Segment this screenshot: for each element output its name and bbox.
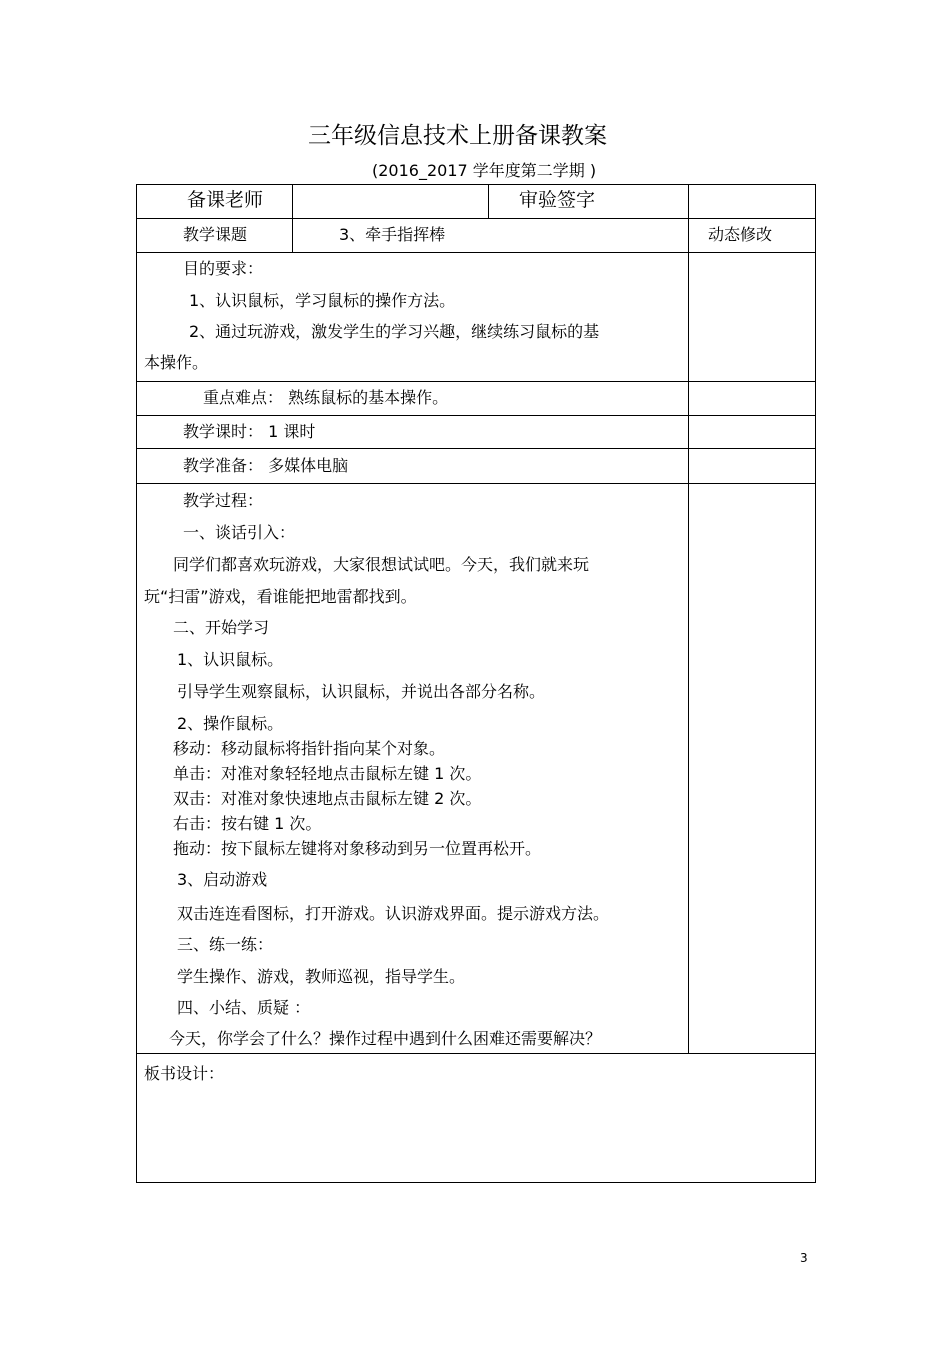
preparation-row bbox=[137, 449, 816, 484]
process-line: 二、开始学习 bbox=[173, 618, 270, 637]
teaching-hours: 教学课时： 1 课时 bbox=[183, 422, 316, 441]
teacher-label-cell bbox=[137, 185, 293, 219]
process-line: 一、谈话引入： bbox=[183, 523, 296, 542]
process-line: 四、小结、质疑 ： bbox=[177, 998, 311, 1017]
teacher-label: 备课老师 bbox=[187, 189, 264, 211]
revision-cell bbox=[689, 382, 816, 416]
topic-label: 教学课题 bbox=[183, 225, 248, 244]
teacher-value-cell bbox=[293, 185, 489, 219]
teaching-preparation: 教学准备： 多媒体电脑 bbox=[183, 456, 349, 475]
objective-item: 1、认识鼠标，学习鼠标的操作方法。 bbox=[189, 291, 456, 310]
board-design-row bbox=[137, 1054, 816, 1183]
process-line: 今天，你学会了什么？操作过程中遇到什么困难还需要解决？ bbox=[169, 1029, 602, 1048]
process-line: 学生操作、游戏，教师巡视，指导学生。 bbox=[177, 967, 466, 986]
objectives-heading: 目的要求： bbox=[183, 259, 264, 278]
process-line: 玩“扫雷”游戏，看谁能把地雷都找到。 bbox=[144, 587, 417, 606]
process-line: 2、操作鼠标。 bbox=[177, 714, 284, 733]
process-cell bbox=[137, 484, 689, 1054]
school-year-subtitle: (2016_2017 学年度第二学期 ) bbox=[372, 161, 597, 180]
process-line: 3、启动游戏 bbox=[177, 870, 268, 889]
topic-label-cell bbox=[137, 219, 293, 253]
process-line: 三、练一练： bbox=[177, 935, 274, 954]
process-row bbox=[137, 484, 816, 1054]
process-line: 双击连连看图标，打开游戏。认识游戏界面。提示游戏方法。 bbox=[177, 904, 610, 923]
revision-cell bbox=[689, 253, 816, 382]
objective-item: 本操作。 bbox=[144, 353, 209, 372]
key-points-row bbox=[137, 382, 816, 416]
objective-item: 2、通过玩游戏，激发学生的学习兴趣，继续练习鼠标的基 bbox=[189, 322, 600, 341]
key-points: 重点难点： 熟练鼠标的基本操作。 bbox=[203, 388, 449, 407]
process-line: 同学们都喜欢玩游戏，大家很想试试吧。今天，我们就来玩 bbox=[173, 555, 590, 574]
revision-cell bbox=[689, 484, 816, 1054]
revision-cell bbox=[689, 449, 816, 484]
header-row bbox=[137, 185, 816, 219]
document-title: 三年级信息技术上册备课教案 bbox=[308, 123, 607, 149]
preparation-cell bbox=[137, 449, 689, 484]
page-number: 3 bbox=[800, 1251, 808, 1265]
objectives-row bbox=[137, 253, 816, 382]
process-line: 引导学生观察鼠标，认识鼠标，并说出各部分名称。 bbox=[177, 682, 546, 701]
hours-cell bbox=[137, 416, 689, 449]
hours-row bbox=[137, 416, 816, 449]
revision-cell bbox=[689, 416, 816, 449]
revision-label: 动态修改 bbox=[708, 225, 773, 244]
key-points-cell bbox=[137, 382, 689, 416]
topic-value-cell bbox=[293, 219, 689, 253]
process-line: 1、认识鼠标。 bbox=[177, 650, 284, 669]
board-design-label: 板书设计： bbox=[144, 1064, 225, 1083]
lesson-plan-table bbox=[136, 184, 816, 1183]
topic-row bbox=[137, 219, 816, 253]
process-line: 拖动：按下鼠标左键将对象移动到另一位置再松开。 bbox=[173, 839, 542, 858]
board-design-cell bbox=[137, 1054, 816, 1183]
process-line: 右击：按右键 1 次。 bbox=[173, 814, 322, 833]
revision-label-cell bbox=[689, 219, 816, 253]
process-line: 单击：对准对象轻轻地点击鼠标左键 1 次。 bbox=[173, 764, 482, 783]
process-line: 双击：对准对象快速地点击鼠标左键 2 次。 bbox=[173, 789, 482, 808]
process-line: 移动：移动鼠标将指针指向某个对象。 bbox=[173, 739, 446, 758]
review-value-cell bbox=[689, 185, 816, 219]
review-label: 审验签字 bbox=[519, 189, 596, 211]
process-line: 教学过程： bbox=[183, 491, 264, 510]
objectives-cell bbox=[137, 253, 689, 382]
review-label-cell bbox=[489, 185, 689, 219]
topic-value: 3、牵手指挥棒 bbox=[339, 225, 446, 244]
